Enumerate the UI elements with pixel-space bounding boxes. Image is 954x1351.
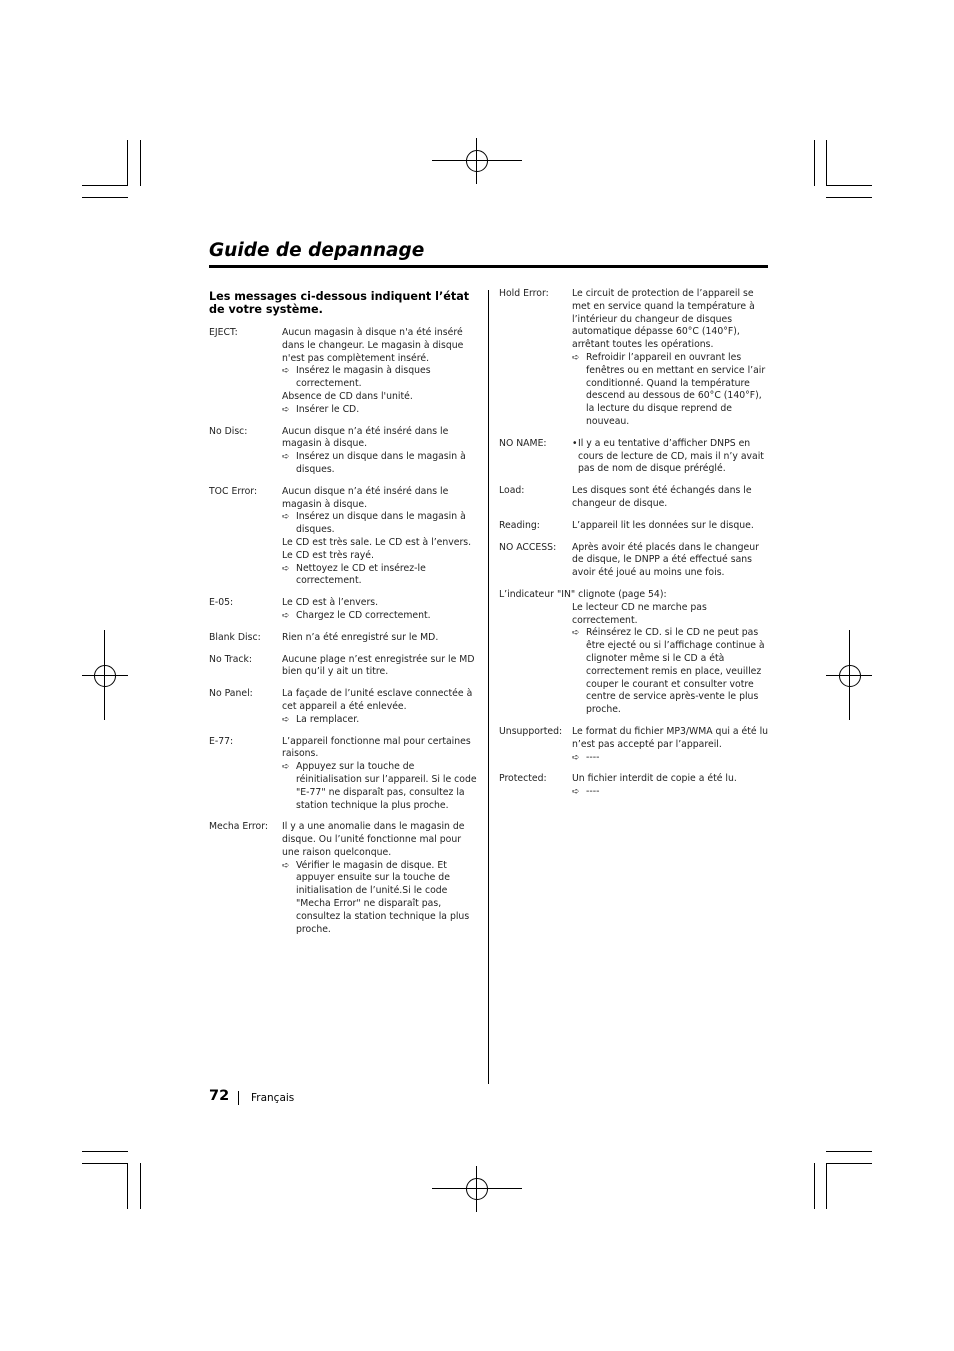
remedy-text: Insérez le magasin à disques correctement. (296, 365, 431, 390)
remedy-text: Refroidir l’appareil en ouvrant les fenêtres ou en mettant en service l’air conditionné. Quand la température descend au dessous de 60°C (140°F), la lecture du disque reprend de nouveau. (586, 351, 766, 427)
message-description (282, 632, 481, 645)
remedy-line (282, 451, 481, 477)
arrow-icon: ➪ (282, 860, 290, 871)
left-message-list (209, 327, 481, 945)
remedy-text: Réinsérez le CD. si le CD ne peut pas être ejecté ou si l’affichage continue à clignoter même si le CD a étà correctement remis en place, veuillez couper le courant et consulter votre centre de service après-vente le plus proche. (586, 627, 765, 716)
message-code: Protected: (499, 773, 547, 785)
arrow-icon: ➪ (572, 752, 580, 763)
remedy-line (282, 761, 481, 812)
bullet-text: Il y a eu tentative d’afficher DNPS en cours de lecture de CD, mais il n’y avait pas de nom de disque préréglé. (578, 437, 764, 475)
message-code: EJECT: (209, 327, 238, 338)
message-code: NO ACCESS: (499, 541, 557, 553)
arrow-icon: ➪ (572, 352, 580, 363)
message-entry (499, 726, 771, 764)
message-description (572, 288, 771, 429)
message-description (572, 520, 771, 533)
message-code: Load: (499, 485, 525, 497)
message-description (282, 486, 481, 588)
message-code: E-05: (209, 597, 234, 609)
message-entry (209, 688, 481, 726)
message-description (282, 821, 481, 936)
description-text: Il y a une anomalie dans le magasin de disque. Ou l’unité fonctionne mal pour une raison quelconque. (282, 821, 465, 858)
message-description (282, 736, 481, 813)
message-entry (209, 821, 481, 936)
description-text: Les disques sont été échangés dans le changeur de disque. (572, 485, 752, 509)
remedy-line (282, 404, 481, 417)
description-text: Aucun magasin à disque n'a été inséré dans le changeur. Le magasin à disque n'est pas complètement inséré. (282, 327, 464, 364)
arrow-icon: ➪ (282, 714, 290, 725)
remedy-text: Chargez le CD correctement. (296, 609, 431, 621)
title-rule (209, 265, 768, 268)
message-description (572, 485, 771, 511)
message-code: No Panel: (209, 688, 253, 700)
description-text: Absence de CD dans l'unité. (282, 390, 413, 402)
message-entry (499, 288, 771, 429)
remedy-text: ---- (586, 786, 600, 798)
message-description (572, 589, 771, 717)
message-entry (209, 736, 481, 813)
message-entry (499, 485, 771, 511)
remedy-text: Insérez un disque dans le magasin à disques. (296, 511, 466, 536)
description-text: Le circuit de protection de l’appareil se met en service quand la température à l’intérieur du changeur de disques automatique dépasse 60°C (140°F), arrêtant toutes les opérations. (572, 288, 755, 351)
arrow-icon: ➪ (282, 452, 290, 463)
message-description (282, 327, 481, 417)
remedy-text: Appuyez sur la touche de réinitialisation sur l’appareil. Si le code "E-77" ne disparaît pas, consultez la station technique la plus proche. (296, 761, 477, 811)
description-text: Un fichier interdit de copie a été lu. (572, 773, 737, 785)
description-text: La façade de l’unité esclave connectée à cet appareil a été enlevée. (282, 688, 473, 712)
message-code: Mecha Error: (209, 821, 269, 833)
remedy-text: Vérifier le magasin de disque. Et appuyer ensuite sur la touche de initialisation de l’unité.Si le code "Mecha Error" ne disparaît pas, consultez la station technique la plus proche. (296, 859, 470, 935)
remedy-line (572, 752, 771, 765)
page-number: 72 (209, 1088, 230, 1104)
bullet-icon: • (572, 437, 578, 449)
message-description (572, 438, 771, 476)
message-code: Unsupported: (499, 725, 563, 737)
message-description (282, 688, 481, 726)
remedy-text: ---- (586, 751, 600, 763)
message-code: TOC Error: (209, 485, 258, 497)
message-entry (499, 589, 771, 717)
remedy-line (282, 860, 481, 937)
message-code: NO NAME: (499, 437, 547, 449)
description-text: Aucune plage n’est enregistrée sur le MD bien qu’il y ait un titre. (282, 653, 475, 678)
arrow-icon: ➪ (282, 563, 290, 574)
remedy-text: La remplacer. (296, 713, 360, 725)
description-text: L’appareil lit les données sur le disque. (572, 519, 754, 531)
remedy-line (282, 714, 481, 727)
description-text: Après avoir été placés dans le changeur de disque, le DNPP a été effectué sans avoir été joué au moins une fois. (572, 541, 759, 579)
remedy-line (282, 511, 481, 537)
message-code: Blank Disc: (209, 631, 261, 643)
remedy-line (572, 352, 771, 429)
description-text: Rien n’a été enregistré sur le MD. (282, 631, 439, 643)
description-text: Le CD est très sale. Le CD est à l’envers. Le CD est très rayé. (282, 536, 472, 561)
remedy-line (282, 563, 481, 589)
arrow-icon: ➪ (572, 628, 580, 639)
message-code: Reading: (499, 519, 540, 531)
message-entry (209, 597, 481, 623)
remedy-line (282, 610, 481, 623)
message-entry (499, 542, 771, 580)
description-text: Le CD est à l’envers. (282, 597, 379, 609)
description-text: Le lecteur CD ne marche pas correctement. (572, 601, 707, 626)
arrow-icon: ➪ (282, 610, 290, 621)
message-entry (209, 426, 481, 477)
bullet-line (572, 438, 771, 476)
message-code: L’indicateur "IN" clignote (page 54): (499, 588, 667, 600)
message-entry (209, 486, 481, 588)
arrow-icon: ➪ (572, 787, 580, 798)
remedy-text: Nettoyez le CD et insérez-le correctement. (296, 562, 426, 587)
remedy-text: Insérer le CD. (296, 403, 360, 415)
message-description (572, 542, 771, 580)
message-entry (499, 773, 771, 799)
description-text: Le format du fichier MP3/WMA qui a été lu n’est pas accepté par l’appareil. (572, 725, 769, 750)
arrow-icon: ➪ (282, 512, 290, 523)
footer-separator (238, 1091, 239, 1105)
description-text: Aucun disque n’a été inséré dans le magasin à disque. (282, 485, 449, 510)
message-description (282, 597, 481, 623)
remedy-line (572, 786, 771, 799)
description-text: L’appareil fonctionne mal pour certaines raisons. (282, 735, 471, 760)
section-heading: Les messages ci-dessous indiquent l’état de votre système. (209, 290, 470, 316)
message-code: No Disc: (209, 425, 248, 437)
message-description (572, 773, 771, 799)
message-description (282, 426, 481, 477)
message-code: Hold Error: (499, 288, 549, 299)
column-divider (488, 290, 489, 1084)
remedy-text: Insérez un disque dans le magasin à disques. (296, 451, 466, 475)
message-entry (499, 438, 771, 476)
arrow-icon: ➪ (282, 404, 290, 415)
footer-language: Français (251, 1092, 295, 1104)
message-description (572, 726, 771, 764)
message-entry (209, 632, 481, 645)
message-description (282, 654, 481, 680)
message-entry (209, 654, 481, 680)
right-message-list (499, 288, 771, 808)
message-code: E-77: (209, 735, 234, 747)
remedy-line (282, 365, 481, 391)
message-code: No Track: (209, 653, 253, 665)
message-entry (209, 327, 481, 417)
page-title: Guide de depannage (209, 240, 425, 261)
remedy-line (572, 627, 771, 717)
description-text: Aucun disque n’a été inséré dans le magasin à disque. (282, 425, 449, 450)
message-entry (499, 520, 771, 533)
arrow-icon: ➪ (282, 366, 290, 377)
arrow-icon: ➪ (282, 762, 290, 773)
